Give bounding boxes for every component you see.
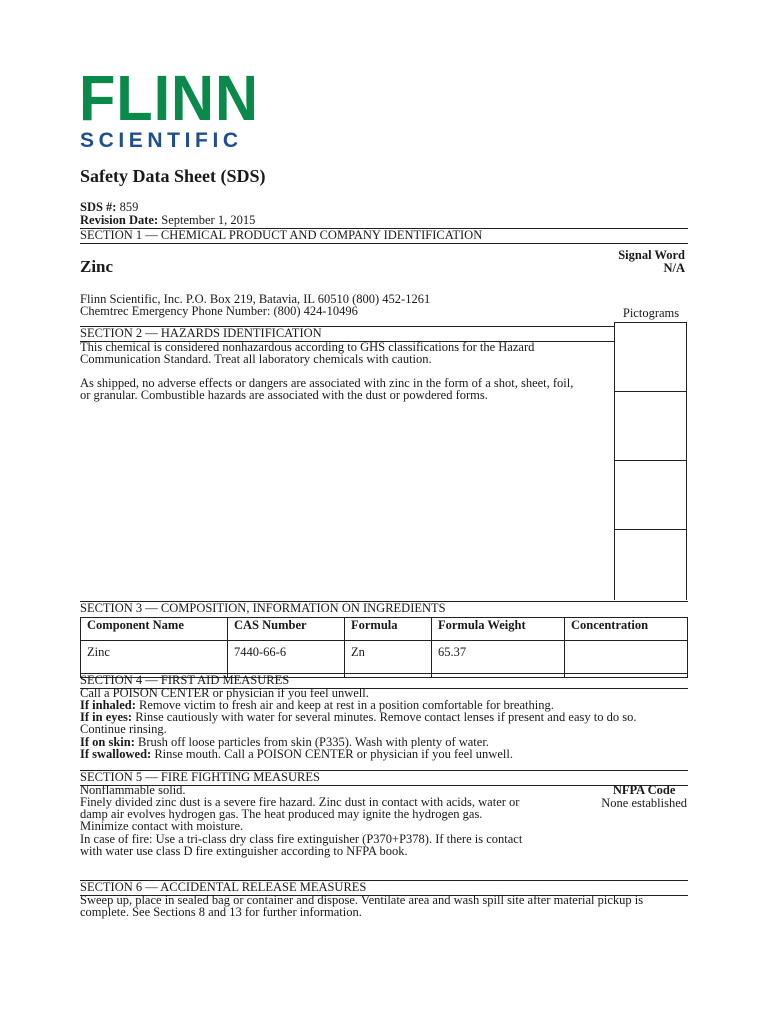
table-row bbox=[81, 641, 688, 678]
skin-label: If on skin: bbox=[80, 735, 135, 749]
signal-word-value: N/A bbox=[663, 261, 685, 275]
section-2-p2-line2: or granular. Combustible hazards are associated with the dust or powdered forms. bbox=[80, 388, 488, 402]
pictogram-slot bbox=[615, 530, 686, 598]
first-aid-eyes-cont: Continue rinsing. bbox=[80, 722, 167, 736]
release-line-2: complete. See Sections 8 and 13 for further information. bbox=[80, 905, 362, 919]
section-2-p2-line1: As shipped, no adverse effects or dangers are associated with zinc in the form of a shot, sheet, foil, bbox=[80, 376, 574, 390]
section-2-p1-line1: This chemical is considered nonhazardous according to GHS classifications for the Hazard bbox=[80, 340, 535, 354]
table-cell bbox=[565, 641, 688, 678]
signal-word-block bbox=[618, 249, 685, 275]
signal-word-label: Signal Word bbox=[618, 248, 685, 262]
pictogram-slot bbox=[615, 461, 686, 530]
table-cell: Zinc bbox=[81, 641, 228, 678]
sds-number-value: 859 bbox=[119, 200, 139, 214]
nfpa-code-label: NFPA Code bbox=[612, 783, 676, 797]
column-header: Component Name bbox=[81, 618, 228, 641]
section-6-heading: SECTION 6 — ACCIDENTAL RELEASE MEASURES bbox=[80, 880, 367, 894]
nfpa-code-block bbox=[601, 784, 687, 810]
emergency-phone: Chemtrec Emergency Phone Number: (800) 424-10496 bbox=[80, 304, 358, 318]
logo-line1: FLINN bbox=[79, 62, 259, 134]
release-line-1: Sweep up, place in sealed bag or container and dispose. Ventilate area and wash spill site after material pickup is bbox=[80, 893, 644, 907]
document-title: Safety Data Sheet (SDS) bbox=[80, 166, 266, 186]
table-cell: 7440-66-6 bbox=[228, 641, 345, 678]
table-cell: 65.37 bbox=[432, 641, 565, 678]
pictogram-slot bbox=[615, 392, 686, 461]
swallowed-text: Rinse mouth. Call a POISON CENTER or physician if you feel unwell. bbox=[154, 747, 513, 761]
company-info: Flinn Scientific, Inc. P.O. Box 219, Batavia, IL 60510 (800) 452-1261 bbox=[80, 292, 431, 306]
first-aid-intro: Call a POISON CENTER or physician if you feel unwell. bbox=[80, 686, 369, 700]
fire-line-3: damp air evolves hydrogen gas. The heat produced may ignite the hydrogen gas. bbox=[80, 807, 483, 821]
revision-date-value: September 1, 2015 bbox=[161, 213, 256, 227]
skin-text: Brush off loose particles from skin (P335). Wash with plenty of water. bbox=[138, 735, 489, 749]
sds-number-label: SDS #: bbox=[80, 200, 117, 214]
section-5-heading: SECTION 5 — FIRE FIGHTING MEASURES bbox=[80, 770, 320, 784]
eyes-text: Rinse cautiously with water for several minutes. Remove contact lenses if present and easy to do so. bbox=[135, 710, 637, 724]
product-name: Zinc bbox=[80, 257, 114, 276]
revision-date-line bbox=[80, 214, 255, 227]
first-aid-swallowed bbox=[80, 748, 513, 761]
nfpa-code-value: None established bbox=[601, 796, 687, 810]
logo-line2: SCIENTIFIC bbox=[80, 129, 243, 152]
table-header-row bbox=[81, 618, 688, 641]
fire-line-6: with water use class D fire extinguisher according to NFPA book. bbox=[80, 844, 408, 858]
pictograms-label: Pictograms bbox=[622, 306, 680, 320]
pictograms-box bbox=[614, 322, 687, 600]
section-4-heading: SECTION 4 — FIRST AID MEASURES bbox=[80, 673, 290, 687]
section-1-heading: SECTION 1 — CHEMICAL PRODUCT AND COMPANY IDENTIFICATION bbox=[80, 228, 483, 242]
column-header: CAS Number bbox=[228, 618, 345, 641]
column-header: Formula bbox=[345, 618, 432, 641]
column-header: Formula Weight bbox=[432, 618, 565, 641]
composition-table bbox=[80, 617, 688, 678]
flinn-logo-wordmark bbox=[79, 62, 259, 134]
fire-line-2: Finely divided zinc dust is a severe fire hazard. Zinc dust in contact with acids, water or bbox=[80, 795, 520, 809]
revision-date-label: Revision Date: bbox=[80, 213, 159, 227]
pictogram-slot bbox=[615, 323, 686, 392]
section-3-heading: SECTION 3 — COMPOSITION, INFORMATION ON INGREDIENTS bbox=[80, 601, 446, 615]
fire-line-5: In case of fire: Use a tri-class dry class fire extinguisher (P370+P378). If there is contact bbox=[80, 832, 523, 846]
eyes-label: If in eyes: bbox=[80, 710, 133, 724]
swallowed-label: If swallowed: bbox=[80, 747, 152, 761]
table-cell: Zn bbox=[345, 641, 432, 678]
column-header: Concentration bbox=[565, 618, 688, 641]
fire-line-1: Nonflammable solid. bbox=[80, 783, 186, 797]
section-2-p1-line2: Communication Standard. Treat all laboratory chemicals with caution. bbox=[80, 352, 432, 366]
inhaled-label: If inhaled: bbox=[80, 698, 136, 712]
section-2-heading: SECTION 2 — HAZARDS IDENTIFICATION bbox=[80, 326, 322, 340]
fire-line-4: Minimize contact with moisture. bbox=[80, 819, 244, 833]
inhaled-text: Remove victim to fresh air and keep at rest in a position comfortable for breathing. bbox=[139, 698, 554, 712]
section-1-rule-bottom bbox=[80, 243, 688, 244]
scientific-logo-wordmark bbox=[80, 129, 243, 153]
